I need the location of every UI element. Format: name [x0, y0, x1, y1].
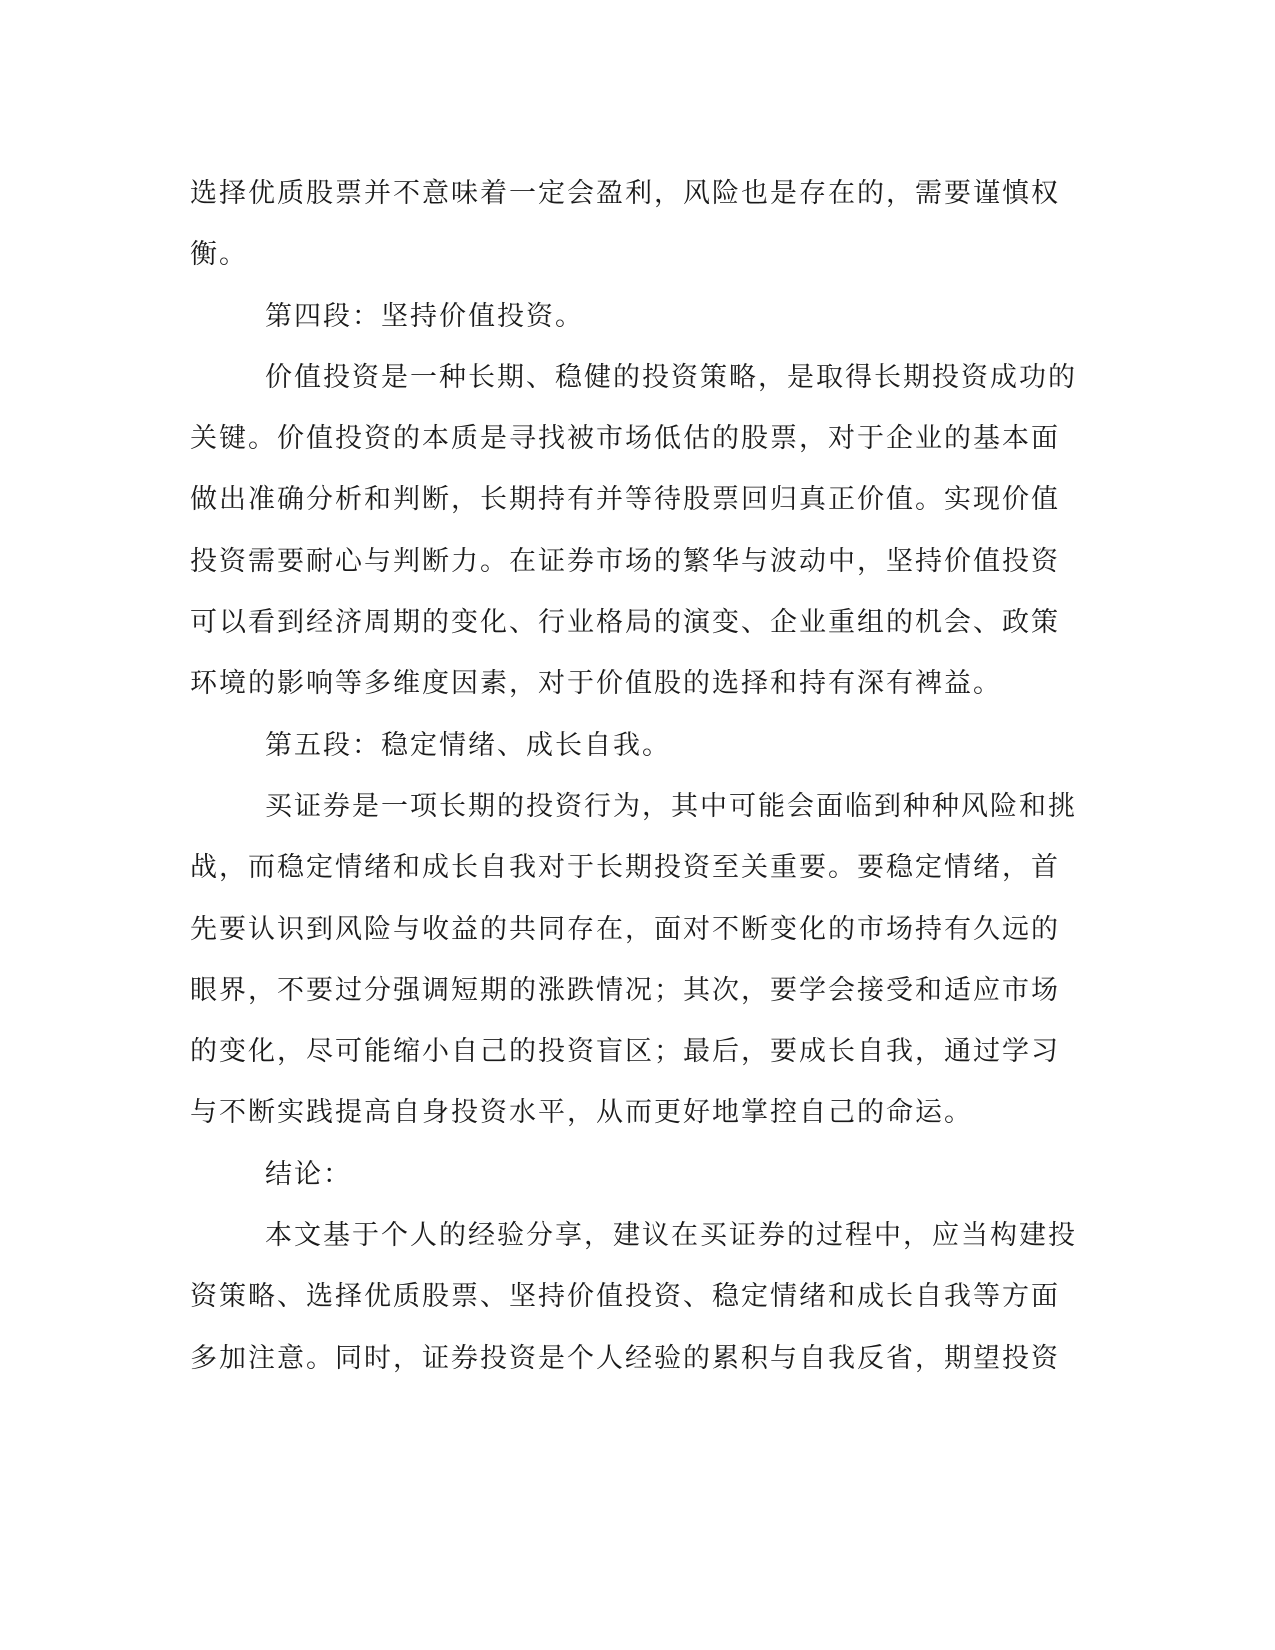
text-line: 环境的影响等多维度因素，对于价值股的选择和持有深有裨益。: [190, 668, 1002, 700]
text-line: 投资需要耐心与判断力。在证券市场的繁华与波动中，坚持价值投资: [190, 545, 1060, 577]
section-heading-4: 第四段：坚持价值投资。: [265, 300, 584, 332]
text-line: 多加注意。同时，证券投资是个人经验的累积与自我反省，期望投资: [190, 1342, 1060, 1374]
text-line: 关键。价值投资的本质是寻找被市场低估的股票，对于企业的基本面: [190, 423, 1060, 455]
text-line: 可以看到经济周期的变化、行业格局的演变、企业重组的机会、政策: [190, 607, 1060, 639]
paragraph-start: 买证券是一项长期的投资行为，其中可能会面临到种种风险和挑: [265, 790, 1077, 822]
text-line: 与不断实践提高自身投资水平，从而更好地掌控自己的命运。: [190, 1097, 973, 1129]
paragraph-start: 本文基于个人的经验分享，建议在买证券的过程中，应当构建投: [265, 1220, 1077, 1252]
text-line: 资策略、选择优质股票、坚持价值投资、稳定情绪和成长自我等方面: [190, 1281, 1060, 1313]
text-line: 眼界，不要过分强调短期的涨跌情况；其次，要学会接受和适应市场: [190, 974, 1060, 1006]
text-line: 选择优质股票并不意味着一定会盈利，风险也是存在的，需要谨慎权: [190, 178, 1060, 209]
text-line: 战，而稳定情绪和成长自我对于长期投资至关重要。要稳定情绪，首: [190, 852, 1060, 884]
text-line: 做出准确分析和判断，长期持有并等待股票回归真正价值。实现价值: [190, 484, 1060, 516]
section-heading-conclusion: 结论：: [265, 1158, 352, 1190]
text-line: 先要认识到风险与收益的共同存在，面对不断变化的市场持有久远的: [190, 913, 1060, 945]
text-line: 衡。: [190, 239, 248, 271]
paragraph-start: 价值投资是一种长期、稳健的投资策略，是取得长期投资成功的: [265, 361, 1077, 393]
text-line: 的变化，尽可能缩小自己的投资盲区；最后，要成长自我，通过学习: [190, 1036, 1060, 1068]
document-body: [190, 163, 1080, 1389]
section-heading-5: 第五段：稳定情绪、成长自我。: [265, 729, 671, 761]
